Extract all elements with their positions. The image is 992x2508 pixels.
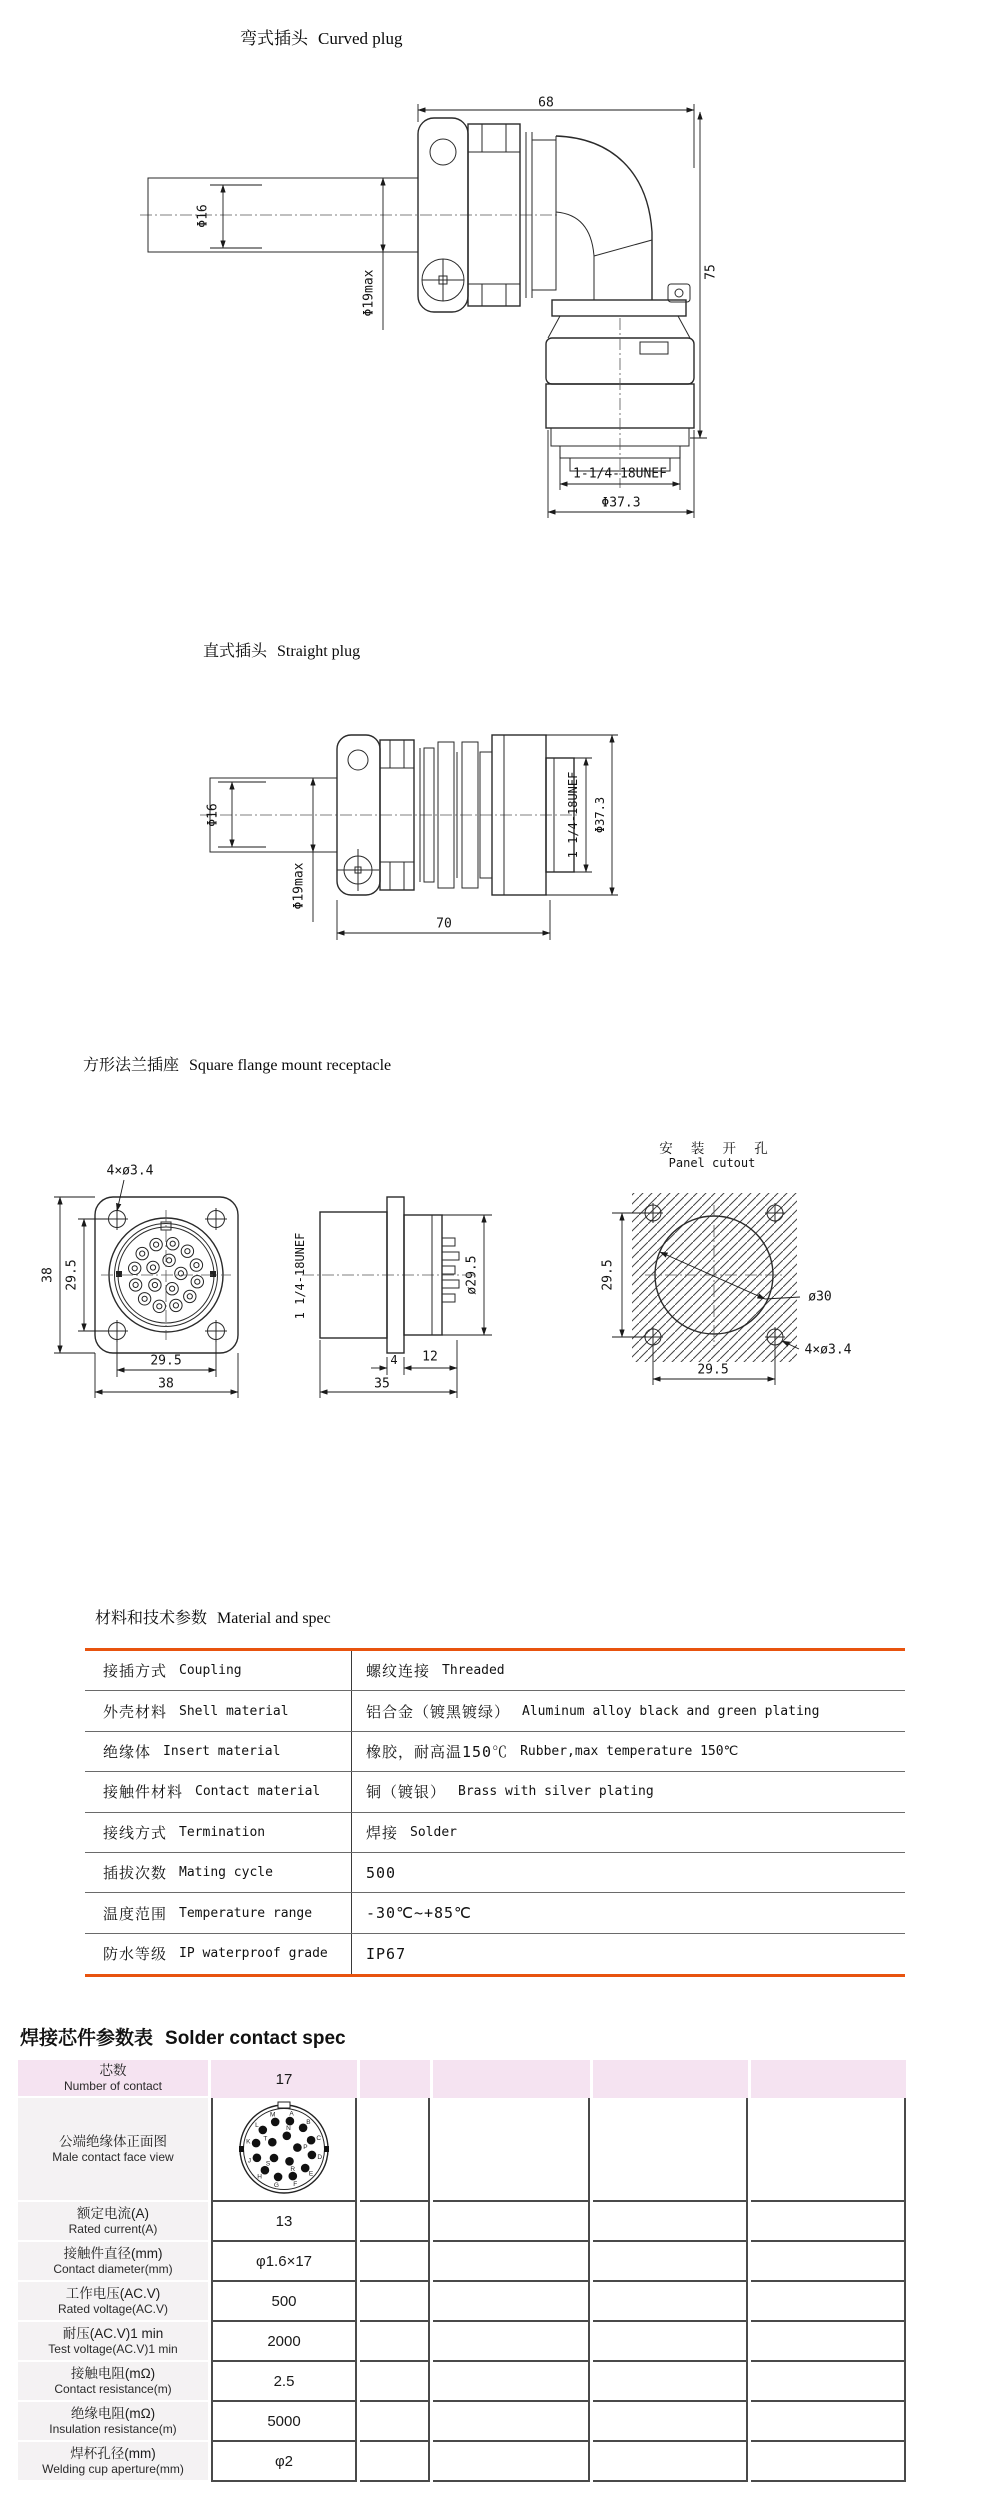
material-title-en: Material and spec (217, 1610, 331, 1627)
solder-row-value: 5000 (211, 2402, 357, 2442)
panel-cutout-title-en: Panel cutout (668, 1156, 756, 1170)
material-row-label (85, 1772, 352, 1811)
dim-curved-cable-dia: Φ16 (195, 204, 211, 228)
solder-label-cn: 额定电流(A) (77, 2206, 149, 2221)
solder-row-value: 13 (211, 2202, 357, 2242)
solder-row (18, 2442, 908, 2482)
solder-row (18, 2060, 908, 2098)
material-row-label (85, 1853, 352, 1892)
material-label-cn: 外壳材料 (103, 1702, 168, 1721)
solder-empty-cell (360, 2402, 430, 2442)
panel-cutout-title-cn: 安 装 开 孔 (659, 1141, 773, 1157)
solder-empty-cell (593, 2202, 748, 2242)
solder-empty-cell (433, 2282, 590, 2322)
solder-empty-cell (751, 2202, 906, 2242)
material-row-label (85, 1732, 352, 1771)
material-value-en: Solder (410, 1824, 457, 1840)
phillips-screw (422, 259, 464, 301)
solder-empty-cell (751, 2322, 906, 2362)
material-row-value (352, 1732, 905, 1771)
solder-label-cn: 焊杯孔径(mm) (70, 2446, 156, 2461)
dim-curved-height: 75 (703, 264, 719, 280)
solder-row-value: φ1.6×17 (211, 2242, 357, 2282)
material-label-en: Shell material (179, 1703, 289, 1719)
svg-text:E: E (308, 2170, 314, 2178)
material-label-en: Insert material (163, 1743, 281, 1759)
curved-plug-title-en: Curved plug (318, 29, 403, 48)
material-value-en: Rubber,max temperature 150℃ (520, 1743, 739, 1759)
svg-text:R: R (290, 2165, 296, 2173)
curved-plug-body (140, 118, 694, 488)
solder-row-label (18, 2362, 208, 2402)
solder-title-en: Solder contact spec (165, 2028, 346, 2049)
dim-front-pitch-h: 29.5 (150, 1353, 182, 1369)
svg-text:S: S (265, 2160, 271, 2168)
material-row (85, 1732, 905, 1772)
solder-row (18, 2282, 908, 2322)
solder-empty-cell (593, 2242, 748, 2282)
dim-cutout-hole-dia: ø30 (808, 1289, 832, 1305)
solder-label-cn: 接触件直径(mm) (63, 2246, 163, 2261)
receptacle-title-cn: 方形法兰插座 (83, 1057, 180, 1074)
material-label-cn: 防水等级 (103, 1945, 168, 1964)
solder-label-cn: 芯数 (99, 2063, 127, 2078)
solder-title (20, 2023, 346, 2050)
material-label-en: Coupling (179, 1663, 242, 1679)
solder-row (18, 2098, 908, 2202)
material-label-en: Contact material (195, 1784, 321, 1800)
material-value-cn: 铝合金（镀黑镀绿） (366, 1702, 511, 1721)
material-value-cn: -30℃~+85℃ (366, 1904, 472, 1923)
material-row (85, 1813, 905, 1853)
solder-empty-cell (751, 2442, 906, 2482)
material-value-cn: 铜（镀银） (366, 1783, 447, 1802)
solder-label-en: Contact diameter(mm) (53, 2262, 173, 2276)
phillips-screw (337, 849, 379, 891)
material-row-value (352, 1813, 905, 1852)
svg-text:L: L (255, 2121, 259, 2129)
dim-side-thread: 1 1/4-18UNEF (293, 1232, 307, 1320)
material-value-cn: 橡胶，耐高温150℃ (366, 1742, 509, 1761)
solder-row-label (18, 2242, 208, 2282)
solder-empty-cell (433, 2060, 590, 2098)
solder-empty-cell (433, 2098, 590, 2202)
material-table (85, 1648, 905, 1977)
receptacle-title-en: Square flange mount receptacle (189, 1057, 392, 1074)
svg-text:A: A (289, 2110, 294, 2118)
material-label-en: Mating cycle (179, 1865, 273, 1881)
material-row-value (352, 1691, 905, 1730)
solder-empty-cell (360, 2362, 430, 2402)
material-row-label (85, 1813, 352, 1852)
straight-plug-title (203, 638, 360, 661)
solder-empty-cell (360, 2442, 430, 2482)
material-row-value (352, 1772, 905, 1811)
dim-front-corner-holes: 4×ø3.4 (106, 1163, 154, 1179)
curved-plug-title (240, 24, 403, 49)
material-row-label (85, 1893, 352, 1932)
svg-text:K: K (246, 2138, 251, 2146)
solder-empty-cell (433, 2442, 590, 2482)
dim-straight-cable-dia: Φ16 (205, 803, 221, 827)
solder-empty-cell (593, 2060, 748, 2098)
dim-side-flange-t: 4 (390, 1353, 398, 1367)
solder-label-en: Test voltage(AC.V)1 min (48, 2342, 178, 2356)
solder-empty-cell (433, 2202, 590, 2242)
material-label-en: Temperature range (179, 1905, 313, 1921)
material-label-cn: 接触件材料 (103, 1783, 184, 1802)
material-row-label (85, 1691, 352, 1730)
dim-side-rear-len: 12 (422, 1349, 438, 1365)
material-row (85, 1893, 905, 1933)
solder-empty-cell (360, 2060, 430, 2098)
solder-row-label (18, 2322, 208, 2362)
material-value-en: Aluminum alloy black and green plating (522, 1703, 820, 1719)
panel-cutout-view (632, 1193, 800, 1362)
straight-plug-title-en: Straight plug (277, 643, 361, 660)
dim-curved-thread: 1-1/4-18UNEF (573, 466, 667, 482)
solder-row-label (18, 2202, 208, 2242)
material-label-en: IP waterproof grade (179, 1946, 328, 1962)
straight-plug-body (200, 735, 580, 895)
material-value-cn: 螺纹连接 (366, 1662, 431, 1681)
solder-label-en: Contact resistance(m) (54, 2382, 172, 2396)
material-value-en: Brass with silver plating (458, 1784, 654, 1800)
solder-empty-cell (360, 2098, 430, 2202)
solder-row-label (18, 2098, 208, 2202)
solder-empty-cell (360, 2322, 430, 2362)
material-label-cn: 温度范围 (103, 1904, 168, 1923)
solder-empty-cell (751, 2242, 906, 2282)
solder-row-value (211, 2098, 357, 2202)
solder-empty-cell (433, 2242, 590, 2282)
straight-plug-title-cn: 直式插头 (203, 643, 268, 660)
solder-label-en: Insulation resistance(m) (49, 2422, 177, 2436)
solder-table (18, 2060, 908, 2482)
dim-front-flange-w: 38 (158, 1376, 174, 1392)
solder-row (18, 2202, 908, 2242)
svg-text:N: N (286, 2125, 291, 2133)
dim-curved-length: 68 (538, 95, 554, 111)
material-label-cn: 绝缘体 (103, 1742, 152, 1761)
material-row (85, 1772, 905, 1812)
dim-straight-shell-dia: Φ37.3 (593, 796, 607, 834)
material-row-value (352, 1853, 905, 1892)
solder-label-cn: 耐压(AC.V)1 min (62, 2326, 164, 2341)
solder-empty-cell (433, 2402, 590, 2442)
dim-front-flange-h: 38 (40, 1267, 56, 1283)
solder-row-value: 17 (211, 2060, 357, 2098)
solder-label-cn: 工作电压(AC.V) (65, 2286, 161, 2301)
solder-empty-cell (751, 2282, 906, 2322)
dim-cutout-pitch-h: 29.5 (697, 1362, 729, 1378)
solder-row-label (18, 2402, 208, 2442)
solder-empty-cell (593, 2098, 748, 2202)
material-row-value (352, 1651, 905, 1690)
dim-curved-max-dia: Φ19max (361, 269, 377, 317)
straight-plug-drawing (140, 700, 780, 960)
material-value-cn: IP67 (366, 1944, 407, 1963)
svg-text:B: B (306, 2119, 311, 2127)
material-value-cn: 500 (366, 1863, 397, 1882)
material-value-cn: 焊接 (366, 1823, 399, 1842)
solder-label-cn: 公端绝缘体正面图 (59, 2134, 167, 2149)
solder-label-cn: 绝缘电阻(mΩ) (70, 2406, 156, 2421)
svg-text:D: D (317, 2153, 323, 2161)
dim-side-body-dia: ø29.5 (464, 1255, 480, 1295)
svg-text:G: G (273, 2181, 279, 2189)
dim-curved-shell-dia: Φ37.3 (601, 495, 641, 511)
svg-text:M: M (269, 2111, 276, 2119)
solder-label-cn: 接触电阻(mΩ) (70, 2366, 156, 2381)
material-title (95, 1605, 331, 1628)
dim-straight-length: 70 (436, 916, 452, 932)
receptacle-title (83, 1052, 391, 1075)
solder-label-en: Rated current(A) (68, 2222, 158, 2236)
solder-empty-cell (751, 2098, 906, 2202)
material-label-cn: 插拔次数 (103, 1864, 168, 1883)
svg-text:J: J (247, 2157, 251, 2165)
solder-row (18, 2402, 908, 2442)
solder-row-value: 2000 (211, 2322, 357, 2362)
dim-straight-max-dia: Φ19max (291, 862, 307, 910)
solder-row (18, 2242, 908, 2282)
straight-plug-dimension-lines (218, 735, 618, 940)
material-row (85, 1691, 905, 1731)
solder-row (18, 2362, 908, 2402)
material-row (85, 1934, 905, 1974)
receptacle-side-view (302, 1197, 475, 1353)
solder-row-value: φ2 (211, 2442, 357, 2482)
solder-title-cn: 焊接芯件参数表 (20, 2028, 154, 2049)
material-row-value (352, 1893, 905, 1932)
dim-straight-thread: 1 1/4-18UNEF (566, 771, 580, 859)
solder-label-en: Welding cup aperture(mm) (42, 2462, 184, 2476)
curved-plug-drawing (120, 80, 740, 530)
solder-row-label (18, 2282, 208, 2322)
solder-row-value: 500 (211, 2282, 357, 2322)
material-label-cn: 接插方式 (103, 1662, 168, 1681)
material-row (85, 1651, 905, 1691)
solder-empty-cell (433, 2322, 590, 2362)
solder-empty-cell (593, 2402, 748, 2442)
dim-cutout-corner-holes: 4×ø3.4 (804, 1342, 852, 1358)
solder-row-label (18, 2442, 208, 2482)
svg-text:P: P (303, 2144, 308, 2151)
male-contact-face-diagram (230, 2098, 338, 2200)
material-label-cn: 接线方式 (103, 1823, 168, 1842)
material-row (85, 1853, 905, 1893)
solder-empty-cell (751, 2060, 906, 2098)
solder-label-en: Number of contact (63, 2079, 163, 2093)
receptacle-drawings (30, 1135, 960, 1415)
solder-empty-cell (751, 2362, 906, 2402)
solder-label-en: Male contact face view (52, 2150, 174, 2164)
solder-empty-cell (360, 2282, 430, 2322)
material-row-value (352, 1934, 905, 1974)
svg-text:T: T (263, 2135, 268, 2143)
solder-empty-cell (360, 2202, 430, 2242)
svg-text:F: F (293, 2180, 298, 2188)
svg-text:H: H (257, 2173, 262, 2181)
receptacle-front-view (95, 1197, 238, 1353)
solder-empty-cell (593, 2362, 748, 2402)
svg-text:C: C (316, 2134, 322, 2142)
material-value-en: Threaded (442, 1663, 505, 1679)
material-title-cn: 材料和技术参数 (95, 1610, 208, 1627)
solder-empty-cell (593, 2282, 748, 2322)
solder-empty-cell (360, 2242, 430, 2282)
curved-plug-title-cn: 弯式插头 (240, 29, 308, 48)
solder-empty-cell (751, 2402, 906, 2442)
material-row-label (85, 1934, 352, 1974)
dim-side-total-len: 35 (374, 1376, 390, 1392)
solder-empty-cell (593, 2442, 748, 2482)
solder-row (18, 2322, 908, 2362)
solder-label-en: Rated voltage(AC.V) (57, 2302, 169, 2316)
dim-cutout-pitch-v: 29.5 (600, 1259, 616, 1291)
solder-row-value: 2.5 (211, 2362, 357, 2402)
solder-row-label (18, 2060, 208, 2098)
material-row-label (85, 1651, 352, 1690)
receptacle-side-dimensions (320, 1215, 492, 1398)
material-label-en: Termination (179, 1824, 266, 1840)
dim-front-pitch-v: 29.5 (64, 1259, 80, 1291)
solder-empty-cell (593, 2322, 748, 2362)
solder-empty-cell (433, 2362, 590, 2402)
